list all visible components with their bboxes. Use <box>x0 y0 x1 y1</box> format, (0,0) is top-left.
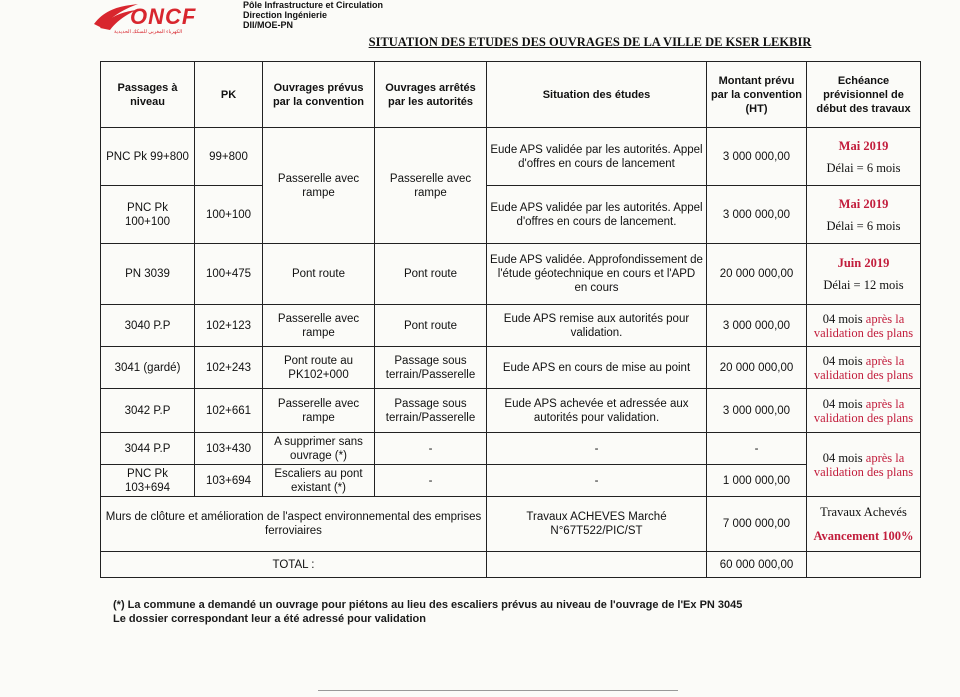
cell-pn: PNC Pk 103+694 <box>101 465 195 497</box>
cell-montant: 1 000 000,00 <box>707 465 807 497</box>
cell-echeance <box>807 347 921 389</box>
table-row <box>101 465 921 497</box>
cell-situation: - <box>487 465 707 497</box>
echeance-condition: après la validation des plans <box>813 450 914 479</box>
cell-echeance <box>807 305 921 347</box>
cell-pk: 103+430 <box>195 433 263 465</box>
cell-situation: Travaux ACHEVES Marché N°67T522/PIC/ST <box>487 497 707 552</box>
cell-ouvrage-prevu: Pont route au PK102+000 <box>263 347 375 389</box>
cell-echeance <box>807 389 921 433</box>
column-header: PK <box>195 62 263 128</box>
echeance-duration: 04 mois <box>822 450 863 465</box>
cell-echeance <box>807 497 921 552</box>
cell-pk: 99+800 <box>195 128 263 186</box>
logo-tagline: الكهرباء المغربي للسكك الحديدية <box>114 29 183 35</box>
table-row <box>101 305 921 347</box>
echeance-condition: après la validation des plans <box>813 396 914 425</box>
dept-line: DII/MOE-PN <box>243 20 294 30</box>
cell-ouvrage-prevu: Passerelle avec rampe <box>263 305 375 347</box>
echeance-duration: 04 mois <box>822 311 863 326</box>
footnote-line: Le dossier correspondant leur a été adressé pour validation <box>113 613 426 625</box>
cell-pk: 102+243 <box>195 347 263 389</box>
total-label: TOTAL : <box>101 552 487 578</box>
cell-pn: PNC Pk 100+100 <box>101 186 195 244</box>
cell-situation: Eude APS achevée et adressée aux autorités pour validation. <box>487 389 707 433</box>
logo-text: ONCF <box>130 4 197 29</box>
cell-ouvrage-arrete: Passage sous terrain/Passerelle <box>375 389 487 433</box>
divider <box>318 690 678 691</box>
cell-ouvrage-prevu: Passerelle avec rampe <box>263 128 375 244</box>
cell-pn: PN 3039 <box>101 244 195 305</box>
cell-situation: - <box>487 433 707 465</box>
table-row <box>101 347 921 389</box>
table-row-murs <box>101 497 921 552</box>
cell-montant: - <box>707 433 807 465</box>
column-header: Montant prévu par la convention (HT) <box>707 62 807 128</box>
echeance-date: Juin 2019 <box>837 256 890 270</box>
table-row <box>101 128 921 186</box>
cell-montant: 3 000 000,00 <box>707 305 807 347</box>
cell-ouvrage-arrete: - <box>375 433 487 465</box>
cell-situation: Eude APS validée par les autorités. Appel d'offres en cours de lancement. <box>487 186 707 244</box>
cell-situation: Eude APS validée. Approfondissement de l'étude géotechnique en cours et l'APD en cours <box>487 244 707 305</box>
cell-murs-label: Murs de clôture et amélioration de l'aspect environnemental des emprises ferroviaires <box>101 497 487 552</box>
cell-pn: 3041 (gardé) <box>101 347 195 389</box>
cell-empty <box>487 552 707 578</box>
echeance-delai: Délai = 12 mois <box>823 278 904 292</box>
cell-montant: 20 000 000,00 <box>707 347 807 389</box>
echeance-duration: 04 mois <box>822 353 863 368</box>
cell-echeance <box>807 128 921 186</box>
cell-empty <box>807 552 921 578</box>
echeance-status: Travaux Achevés <box>820 505 907 519</box>
cell-pk: 100+100 <box>195 186 263 244</box>
column-header: Situation des études <box>487 62 707 128</box>
echeance-duration: 04 mois <box>822 396 863 411</box>
cell-ouvrage-arrete: - <box>375 465 487 497</box>
column-header: Ouvrages prévus par la convention <box>263 62 375 128</box>
document-title: SITUATION DES ETUDES DES OUVRAGES DE LA VILLE DE KSER LEKBIR <box>368 35 812 49</box>
footnote-line: (*) La commune a demandé un ouvrage pour piétons au lieu des escaliers prévus au niveau de l'ouvrage de l'Ex PN 3045 <box>113 599 743 611</box>
oncf-logo <box>92 2 232 36</box>
cell-pn: 3040 P.P <box>101 305 195 347</box>
table-row-total <box>101 552 921 578</box>
column-header: Passages à niveau <box>101 62 195 128</box>
table-row <box>101 186 921 244</box>
total-montant: 60 000 000,00 <box>707 552 807 578</box>
column-header: Echéance prévisionnel de début des travaux <box>807 62 921 128</box>
cell-ouvrage-prevu: Pont route <box>263 244 375 305</box>
cell-ouvrage-arrete: Pont route <box>375 305 487 347</box>
table-row <box>101 433 921 465</box>
cell-montant: 3 000 000,00 <box>707 389 807 433</box>
cell-montant: 20 000 000,00 <box>707 244 807 305</box>
cell-pn: PNC Pk 99+800 <box>101 128 195 186</box>
echeance-date: Mai 2019 <box>838 138 889 153</box>
cell-situation: Eude APS en cours de mise au point <box>487 347 707 389</box>
cell-pn: 3042 P.P <box>101 389 195 433</box>
echeance-delai: Délai = 6 mois <box>826 218 901 233</box>
cell-ouvrage-arrete: Pont route <box>375 244 487 305</box>
cell-ouvrage-arrete: Passerelle avec rampe <box>375 128 487 244</box>
table-row <box>101 389 921 433</box>
cell-montant: 7 000 000,00 <box>707 497 807 552</box>
table-row <box>101 244 921 305</box>
cell-situation: Eude APS validée par les autorités. Appel d'offres en cours de lancement <box>487 128 707 186</box>
cell-montant: 3 000 000,00 <box>707 128 807 186</box>
cell-pk: 103+694 <box>195 465 263 497</box>
echeance-condition: après la validation des plans <box>813 353 914 382</box>
echeance-delai: Délai = 6 mois <box>826 160 901 175</box>
cell-echeance <box>807 433 921 497</box>
cell-pk: 102+661 <box>195 389 263 433</box>
cell-pk: 100+475 <box>195 244 263 305</box>
echeance-date: Mai 2019 <box>838 196 889 211</box>
cell-ouvrage-prevu: Passerelle avec rampe <box>263 389 375 433</box>
cell-ouvrage-prevu: A supprimer sans ouvrage (*) <box>263 433 375 465</box>
cell-ouvrage-arrete: Passage sous terrain/Passerelle <box>375 347 487 389</box>
cell-pk: 102+123 <box>195 305 263 347</box>
footnote <box>113 598 742 626</box>
cell-pn: 3044 P.P <box>101 433 195 465</box>
situation-table <box>100 61 921 578</box>
table-header-row <box>101 62 921 128</box>
cell-echeance <box>807 186 921 244</box>
dept-line: Pôle Infrastructure et Circulation <box>243 0 384 10</box>
echeance-condition: après la validation des plans <box>813 311 914 340</box>
dept-line: Direction Ingénierie <box>243 10 328 20</box>
cell-montant: 3 000 000,00 <box>707 186 807 244</box>
cell-echeance <box>807 244 921 305</box>
cell-situation: Eude APS remise aux autorités pour validation. <box>487 305 707 347</box>
echeance-progress: Avancement 100% <box>813 529 914 543</box>
column-header: Ouvrages arrêtés par les autorités <box>375 62 487 128</box>
department-block <box>243 0 383 30</box>
cell-ouvrage-prevu: Escaliers au pont existant (*) <box>263 465 375 497</box>
